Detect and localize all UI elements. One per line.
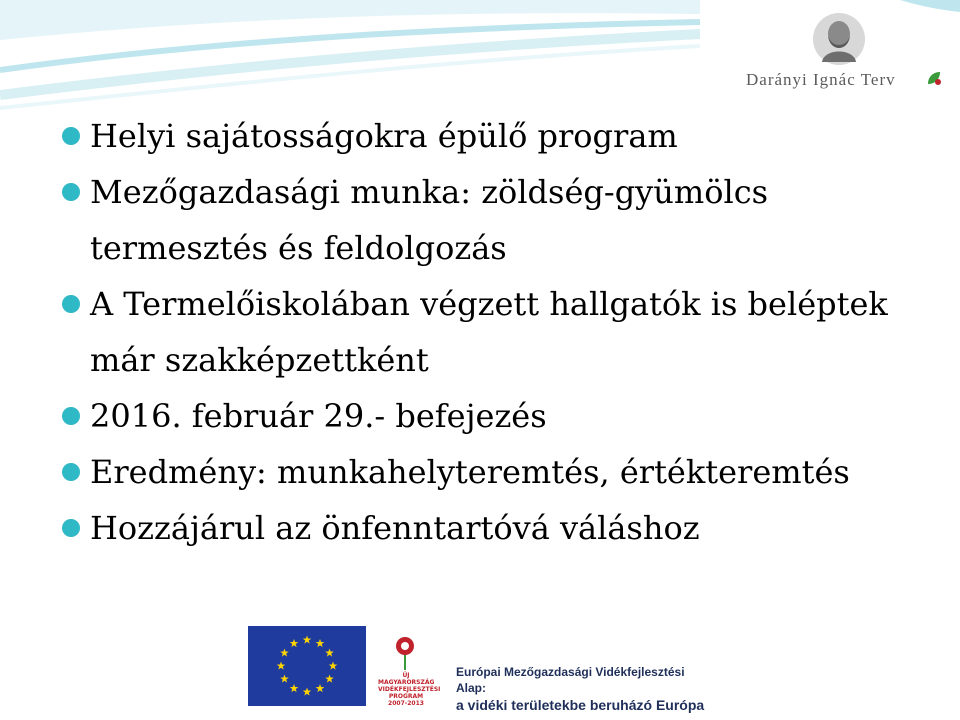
daranyi-ignac-terv-logo <box>746 10 946 90</box>
bullet-item: 2016. február 29.- befejezés <box>58 388 938 444</box>
bullet-dot-icon <box>62 183 80 201</box>
flower-icon <box>378 632 432 672</box>
bullet-dot-icon <box>62 519 80 537</box>
portrait-icon <box>812 12 866 66</box>
fund-text <box>456 664 716 714</box>
umvp-label-3: 2007-2013 <box>388 700 424 707</box>
bullet-item: Mezőgazdasági munka: zöldség-gyümölcs termesztés és feldolgozás <box>58 164 938 276</box>
fund-line-2: a vidéki területekbe beruházó Európa <box>456 697 705 713</box>
bullet-dot-icon <box>62 127 80 145</box>
umvp-label-2: VIDÉKFEJLESZTÉSI PROGRAM <box>378 686 441 700</box>
eu-flag-icon <box>248 626 366 706</box>
bullet-dot-icon <box>62 407 80 425</box>
bullet-item: Helyi sajátosságokra épülő program <box>58 108 938 164</box>
bullet-list <box>58 108 938 556</box>
leaf-icon <box>926 70 942 86</box>
bullet-dot-icon <box>62 463 80 481</box>
uj-magyarorszag-logo <box>378 632 441 707</box>
umvp-label-1: ÚJ MAGYARORSZÁG <box>378 672 435 686</box>
logo-text: Darányi Ignác Terv <box>746 70 896 89</box>
bullet-item: A Termelőiskolában végzett hallgatók is beléptek már szakképzettként <box>58 276 938 388</box>
bullet-item: Hozzájárul az önfenntartóvá váláshoz <box>58 500 938 556</box>
fund-line-1: Európai Mezőgazdasági Vidékfejlesztési Alap: <box>456 665 685 695</box>
bullet-dot-icon <box>62 295 80 313</box>
bullet-item: Eredmény: munkahelyteremtés, értékteremtés <box>58 444 938 500</box>
